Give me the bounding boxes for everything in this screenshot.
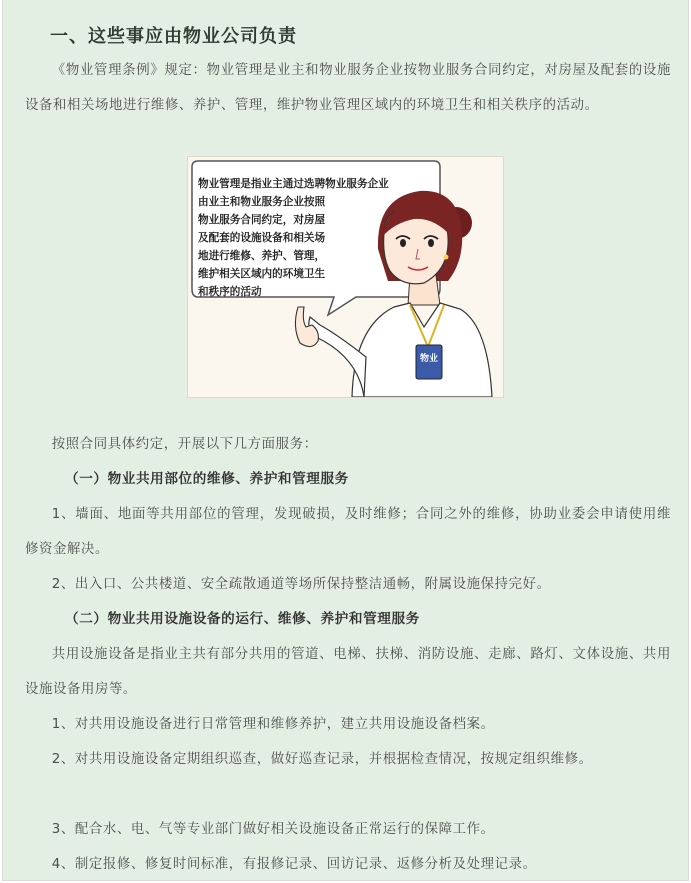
part2-item: 3、配合水、电、气等专业部门做好相关设施设备正常运行的保障工作。 bbox=[51, 822, 495, 837]
speech-bubble-text: 物业管理是指业主通过选聘物业服务企业 由业主和物业服务企业按照 物业服务合同约定，对房屋 及配套的设施设备和相关场 地进行维修、养护、管理， 维护相关区域内的环境卫生 和秩序的活动 bbox=[198, 178, 389, 298]
part2-item: 1、对共用设施设备进行日常管理和维修养护，建立共用设施设备档案。 bbox=[51, 717, 495, 732]
lead-paragraph: 按照合同具体约定，开展以下几方面服务： bbox=[51, 437, 318, 452]
comic-illustration bbox=[187, 156, 504, 398]
part2-item: 2、对共用设施设备定期组织巡查，做好巡查记录，并根据检查情况，按规定组织维修。 bbox=[51, 752, 593, 767]
part1-heading: （一）物业共用部位的维修、养护和管理服务 bbox=[65, 471, 349, 487]
badge-label: 物业 bbox=[419, 354, 439, 364]
part2-item: 4、制定报修、修复时间标准，有报修记录、回访记录、返修分析及处理记录。 bbox=[51, 857, 537, 872]
intro-paragraph: 《物业管理条例》规定：物业管理是业主和物业服务企业按物业服务合同约定，对房屋及配套的设施设备和相关场地进行维修、养护、管理，维护物业管理区域内的环境卫生和相关秩序的活动。 bbox=[25, 63, 671, 113]
part2-description: 共用设施设备是指业主共有部分共用的管道、电梯、扶梯、消防设施、走廊、路灯、文体设施、共用设施设备用房等。 bbox=[25, 647, 671, 697]
section-title: 一、这些事应由物业公司负责 bbox=[50, 26, 297, 47]
part2-heading: （二）物业共用设施设备的运行、维修、养护和管理服务 bbox=[65, 611, 420, 627]
article-page bbox=[2, 0, 689, 881]
part1-item: 2、出入口、公共楼道、安全疏散通道等场所保持整洁通畅，附属设施保持完好。 bbox=[51, 577, 551, 592]
part1-item: 1、墙面、地面等共用部位的管理，发现破损，及时维修；合同之外的维修，协助业委会申请使用维修资金解决。 bbox=[25, 507, 671, 557]
